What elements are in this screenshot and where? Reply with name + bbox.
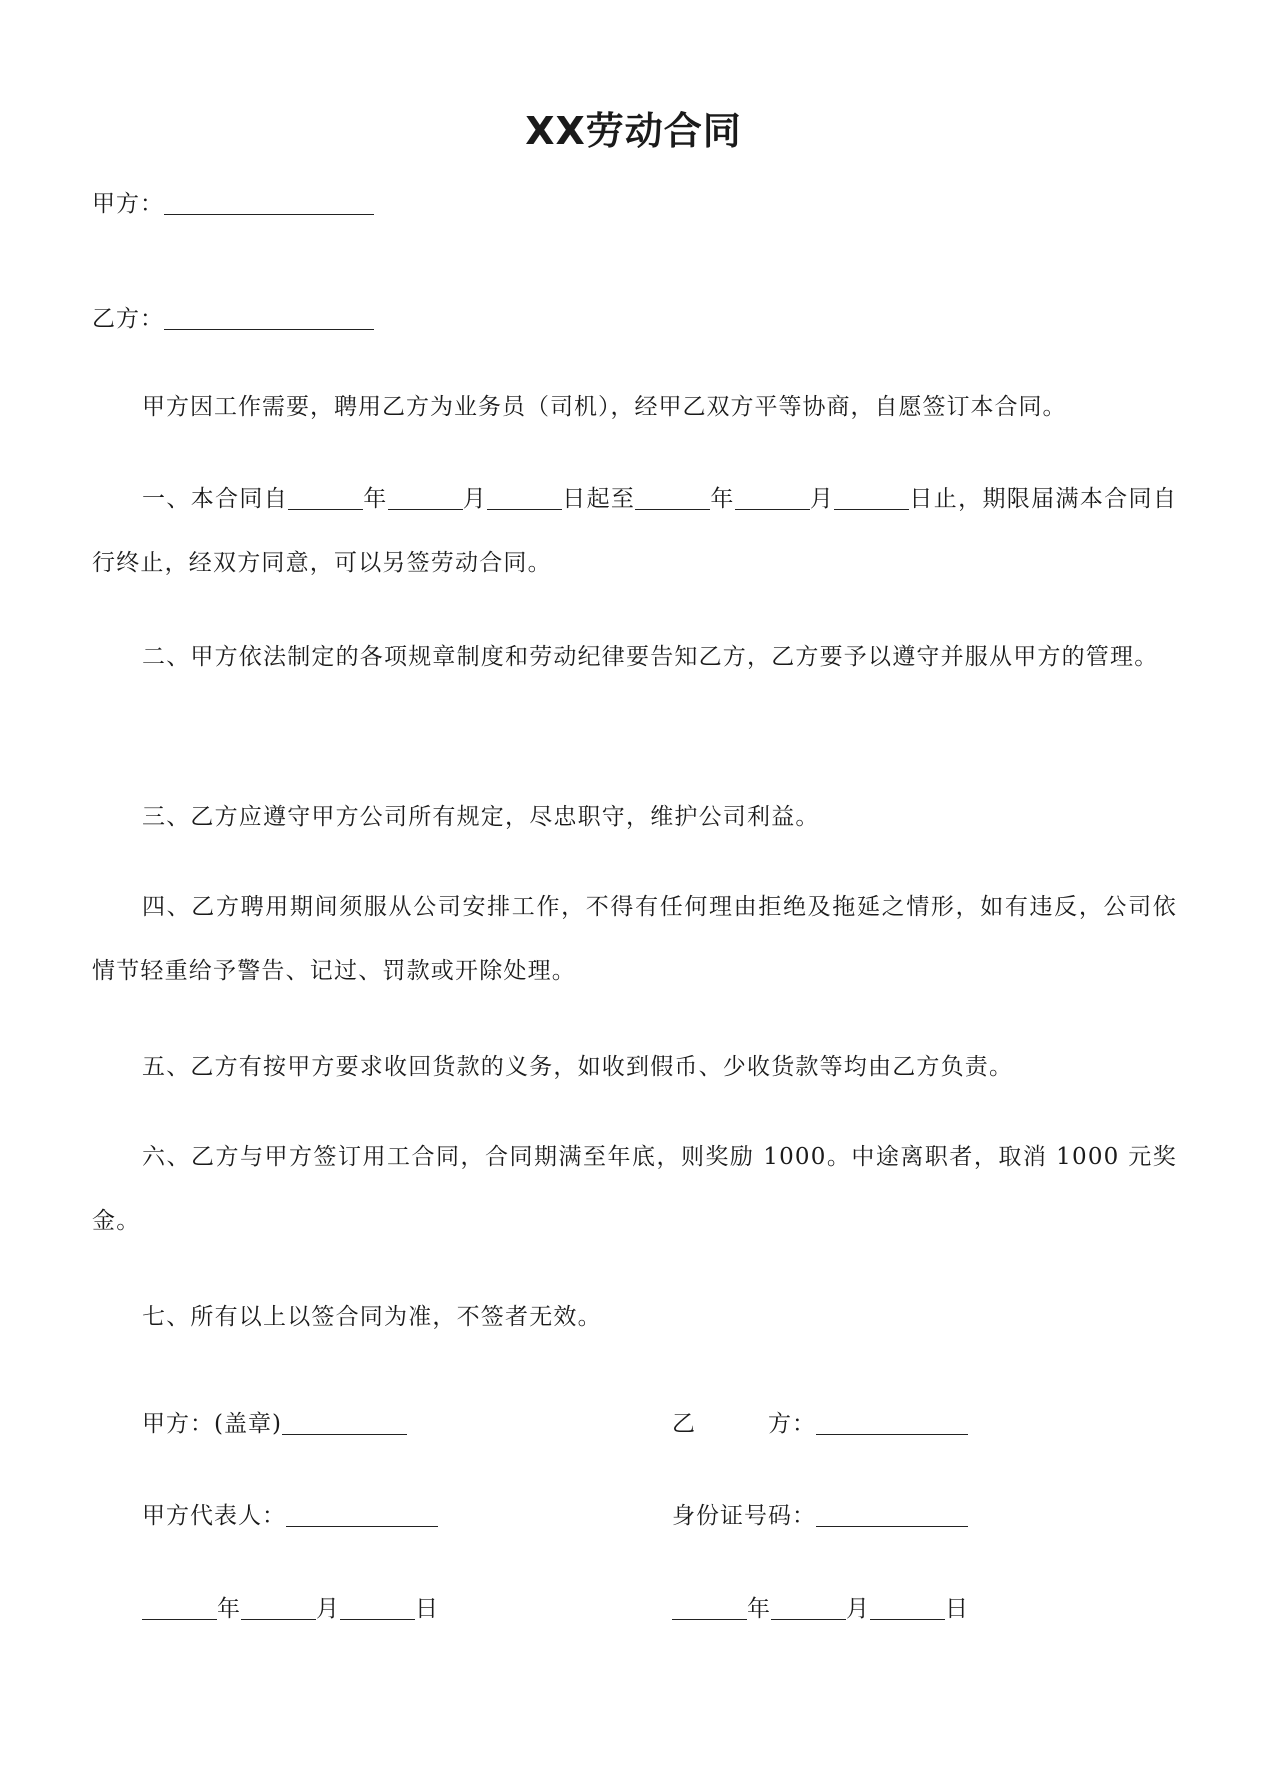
clause-1-day2: 日止，期限届满本合同 bbox=[909, 486, 1153, 512]
party-a-year: 年 bbox=[217, 1596, 241, 1622]
party-b-id-line bbox=[672, 1497, 968, 1530]
party-a-line bbox=[92, 185, 1172, 218]
party-a-rep-blank[interactable] bbox=[286, 1525, 438, 1527]
start-year-blank[interactable] bbox=[288, 508, 363, 510]
party-b-line bbox=[92, 300, 1172, 333]
party-a-blank[interactable] bbox=[164, 213, 374, 215]
end-month-blank[interactable] bbox=[735, 508, 810, 510]
start-month-blank[interactable] bbox=[388, 508, 463, 510]
party-b-day-blank[interactable] bbox=[870, 1618, 945, 1620]
party-b-sign-blank[interactable] bbox=[816, 1433, 968, 1435]
intro-paragraph: 甲方因工作需要，聘用乙方为业务员（司机），经甲乙双方平等协商，自愿签订本合同。 bbox=[142, 394, 1067, 420]
clause-1-month2: 月 bbox=[809, 486, 835, 512]
party-a-month: 月 bbox=[316, 1596, 340, 1622]
end-day-blank[interactable] bbox=[834, 508, 909, 510]
party-b-blank[interactable] bbox=[164, 328, 374, 330]
clause-1-day1: 日起至 bbox=[562, 486, 636, 512]
party-a-date-line bbox=[142, 1590, 439, 1623]
party-a-rep-line bbox=[142, 1497, 438, 1530]
party-a-day-blank[interactable] bbox=[340, 1618, 415, 1620]
party-a-rep-label: 甲方代表人： bbox=[142, 1503, 286, 1529]
party-a-year-blank[interactable] bbox=[142, 1618, 217, 1620]
party-b-day: 日 bbox=[945, 1596, 969, 1622]
clause-2: 二、甲方依法制定的各项规章制度和劳动纪律要告知乙方，乙方要予以遵守并服从甲方的管理。 bbox=[142, 644, 1159, 670]
clause-1-year2: 年 bbox=[710, 486, 735, 512]
clause-1-year1: 年 bbox=[363, 486, 388, 512]
clause-1-rest: 自行终止，经双方同意，可以另签劳动合同。 bbox=[92, 486, 1178, 576]
clause-5: 五、乙方有按甲方要求收回货款的义务，如收到假币、少收货款等均由乙方负责。 bbox=[142, 1054, 1014, 1080]
party-b-month: 月 bbox=[846, 1596, 870, 1622]
party-b-id-label: 身份证号码： bbox=[672, 1503, 816, 1529]
end-year-blank[interactable] bbox=[635, 508, 710, 510]
party-b-year-blank[interactable] bbox=[672, 1618, 747, 1620]
party-a-month-blank[interactable] bbox=[241, 1618, 316, 1620]
start-day-blank[interactable] bbox=[487, 508, 562, 510]
party-b-label: 乙方： bbox=[92, 306, 164, 332]
party-a-label: 甲方： bbox=[92, 191, 164, 217]
party-b-sign-char2: 方： bbox=[768, 1411, 816, 1437]
clause-7: 七、所有以上以签合同为准，不签者无效。 bbox=[142, 1304, 602, 1330]
party-a-seal-blank[interactable] bbox=[282, 1433, 407, 1435]
clause-3: 三、乙方应遵守甲方公司所有规定，尽忠职守，维护公司利益。 bbox=[142, 804, 820, 830]
party-b-id-blank[interactable] bbox=[816, 1525, 968, 1527]
party-b-month-blank[interactable] bbox=[771, 1618, 846, 1620]
party-a-seal-label: 甲方：(盖章) bbox=[142, 1411, 282, 1437]
clause-1-month1: 月 bbox=[462, 486, 488, 512]
party-a-day: 日 bbox=[415, 1596, 439, 1622]
document-title: XX劳动合同 bbox=[525, 109, 742, 153]
party-b-sign-char1: 乙 bbox=[672, 1411, 696, 1437]
party-b-sign-line bbox=[672, 1405, 968, 1438]
party-a-seal-line bbox=[142, 1405, 407, 1438]
clause-4: 四、乙方聘用期间须服从公司安排工作，不得有任何理由拒绝及拖延之情形，如有违反，公司依情节轻重给予警告、记过、罚款或开除处理。 bbox=[92, 894, 1177, 984]
clause-1-prefix: 一、本合同自 bbox=[142, 486, 289, 512]
clause-1 bbox=[92, 467, 1177, 595]
clause-6: 六、乙方与甲方签订用工合同，合同期满至年底，则奖励 1000。中途离职者，取消 1000 元奖金。 bbox=[92, 1144, 1177, 1234]
party-b-year: 年 bbox=[747, 1596, 771, 1622]
party-b-date-line bbox=[672, 1590, 969, 1623]
